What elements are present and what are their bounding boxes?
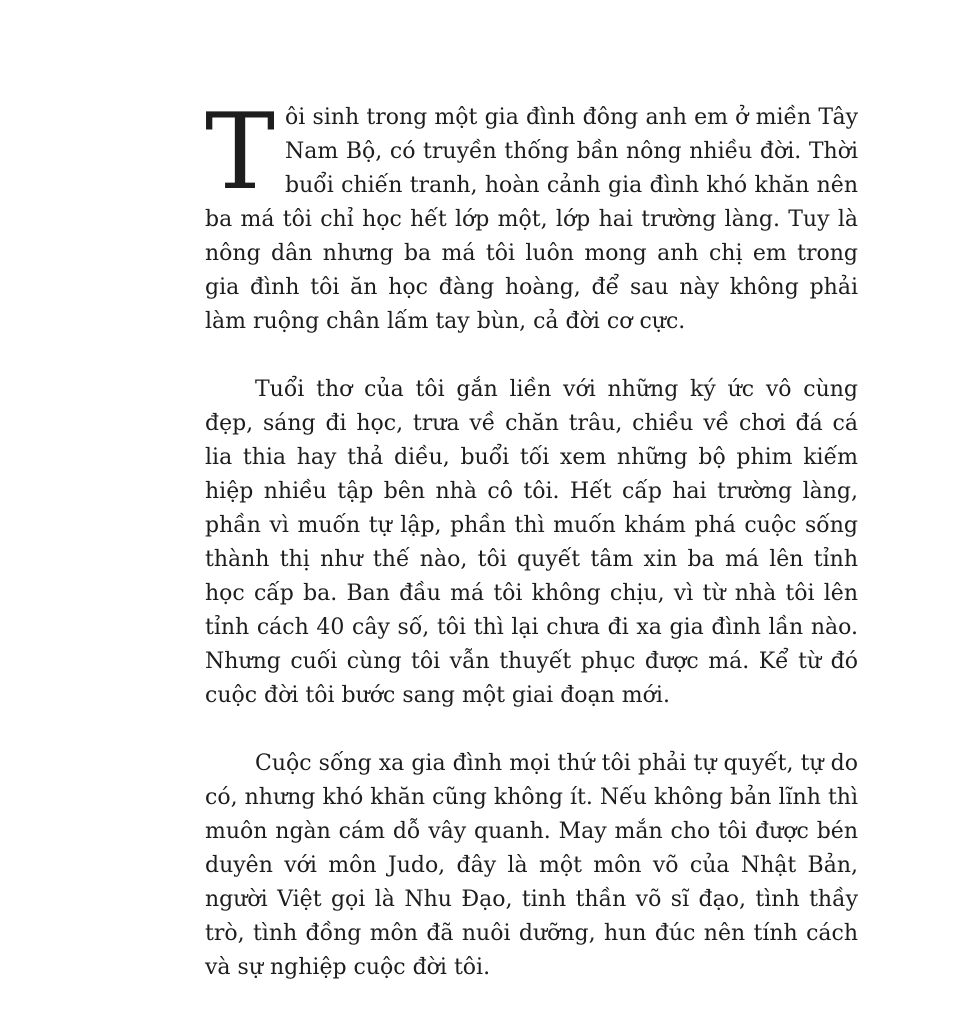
drop-cap: T [205, 91, 276, 213]
paragraph-1-text: ôi sinh trong một gia đình đông anh em ở miền Tây Nam Bộ, có truyền thống bần nông nhiều đời. Thời buổi chiến tranh, hoàn cảnh gia đình khó khăn nên ba má tôi chỉ học hết lớp một, lớp hai trường làng. Tuy là nông dân nhưng ba má tôi luôn mong anh chị em trong gia đình tôi ăn học đàng hoàng, để sau này không phải làm ruộng chân lấm tay bùn, cả đời cơ cực. [205, 105, 858, 334]
paragraph-3: Cuộc sống xa gia đình mọi thứ tôi phải tự quyết, tự do có, nhưng khó khăn cũng không ít. Nếu không bản lĩnh thì muôn ngàn cám dỗ vây quanh. May mắn cho tôi được bén duyên với môn Judo, đây là một môn võ của Nhật Bản, người Việt gọi là Nhu Đạo, tinh thần võ sĩ đạo, tình thầy trò, tình đồng môn đã nuôi dưỡng, hun đúc nên tính cách và sự nghiệp cuộc đời tôi. [205, 751, 858, 980]
paragraph-1 [205, 91, 858, 339]
body-text [205, 91, 858, 985]
paragraph-2: Tuổi thơ của tôi gắn liền với những ký ức vô cùng đẹp, sáng đi học, trưa về chăn trâu, chiều về chơi đá cá lia thia hay thả diều, buổi tối xem những bộ phim kiếm hiệp nhiều tập bên nhà cô tôi. Hết cấp hai trường làng, phần vì muốn tự lập, phần thì muốn khám phá cuộc sống thành thị như thế nào, tôi quyết tâm xin ba má lên tỉnh học cấp ba. Ban đầu má tôi không chịu, vì từ nhà tôi lên tỉnh cách 40 cây số, tôi thì lại chưa đi xa gia đình lần nào. Nhưng cuối cùng tôi vẫn thuyết phục được má. Kể từ đó cuộc đời tôi bước sang một giai đoạn mới. [205, 377, 858, 708]
